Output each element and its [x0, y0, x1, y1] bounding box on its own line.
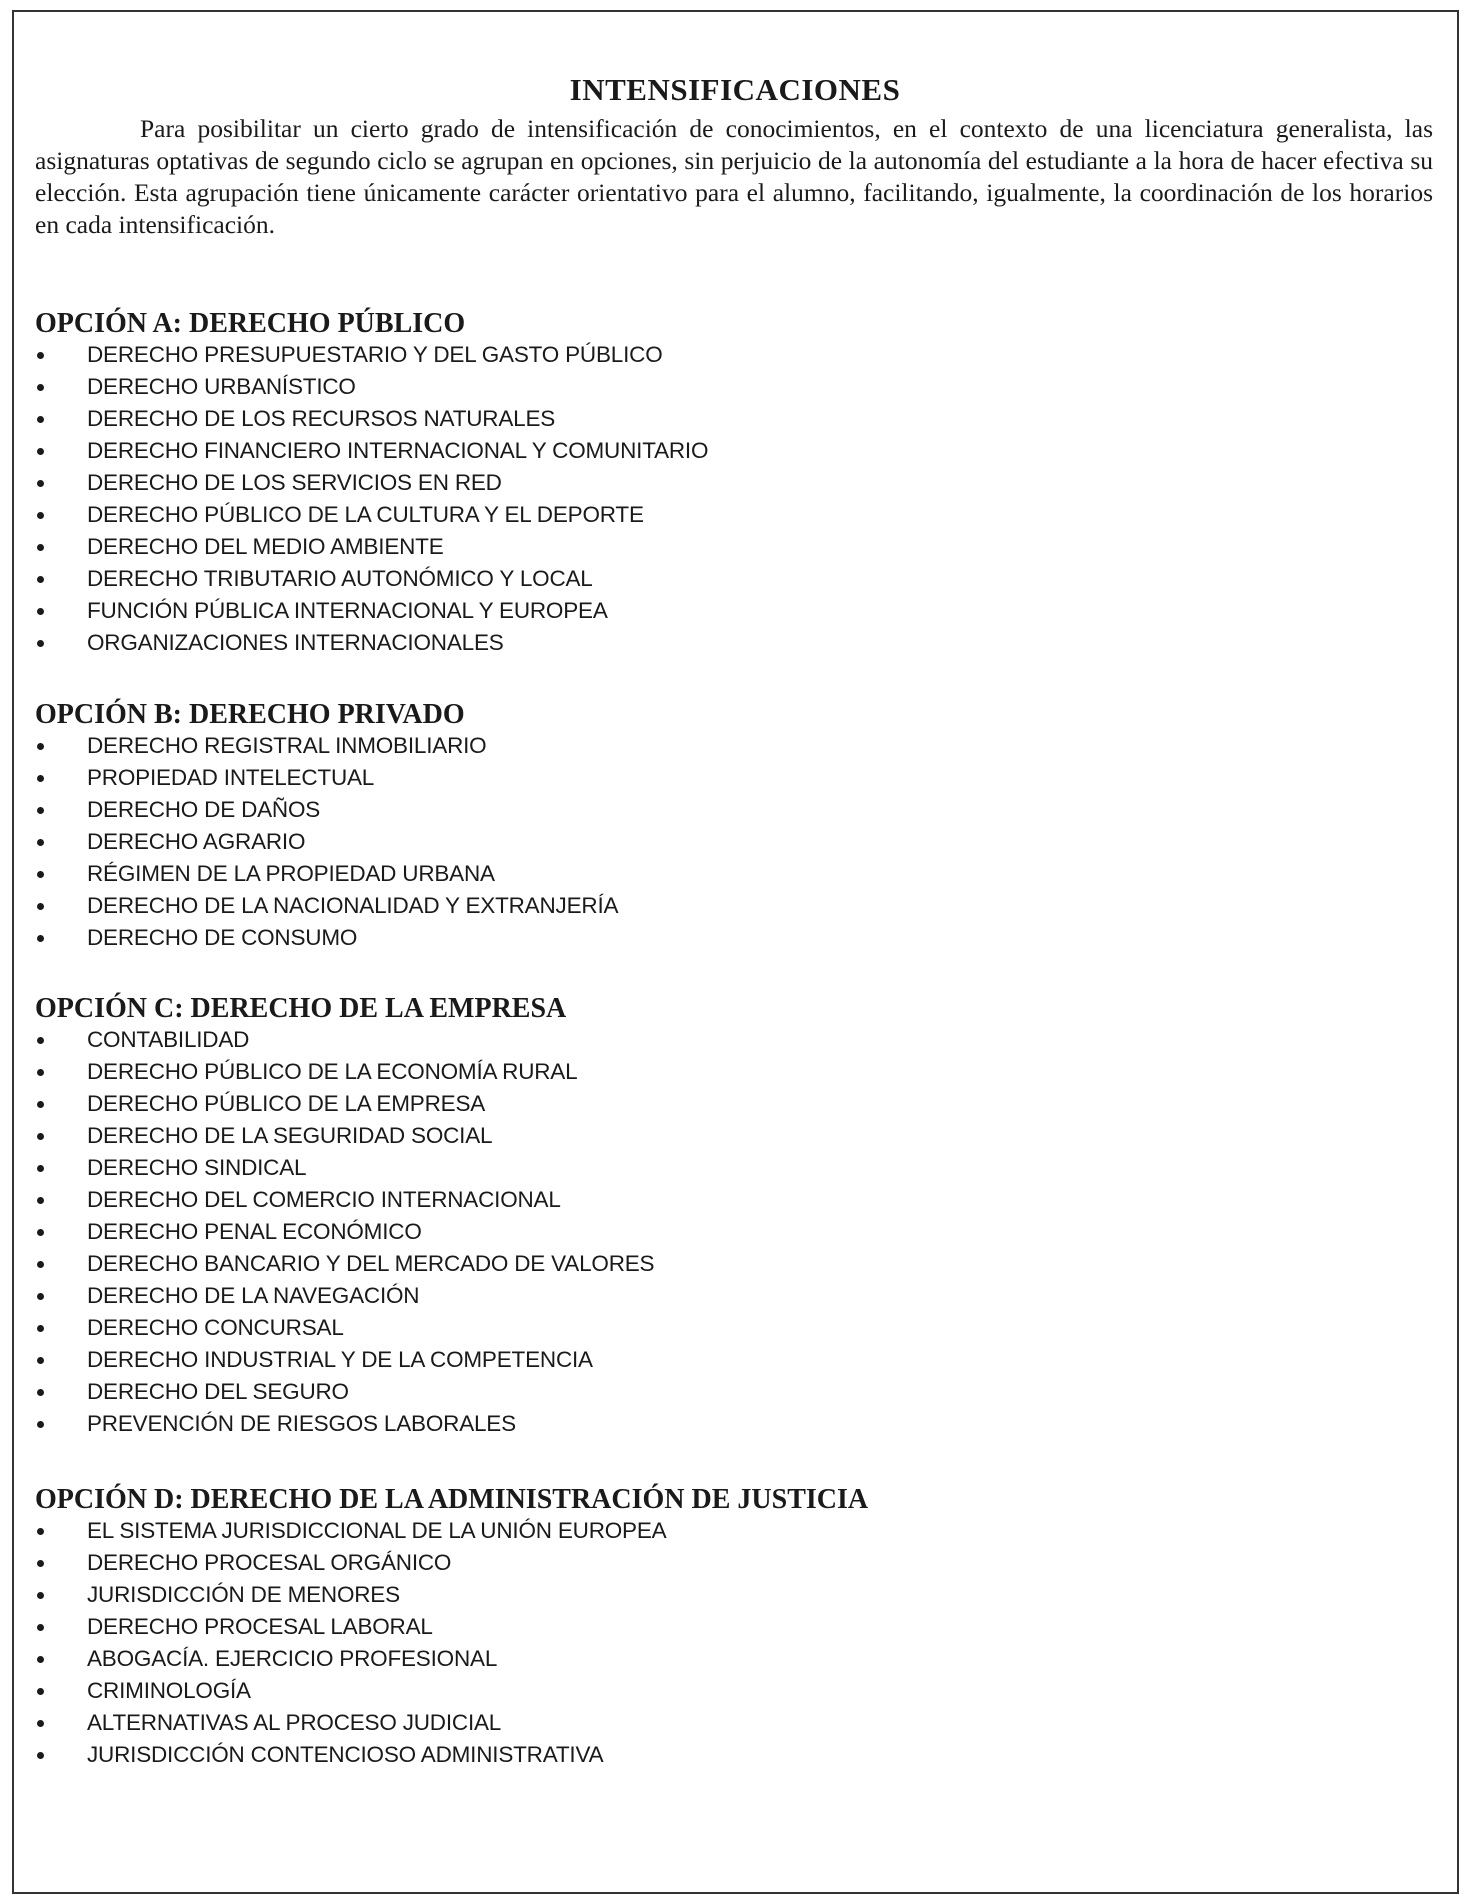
bullet-icon: [37, 1293, 44, 1300]
list-item-label: DERECHO DEL SEGURO: [87, 1379, 349, 1404]
bullet-icon: [37, 1101, 44, 1108]
list-item-label: DERECHO DE CONSUMO: [87, 925, 358, 950]
bullet-icon: [37, 1133, 44, 1140]
bullet-icon: [37, 384, 44, 391]
bullet-icon: [37, 1325, 44, 1332]
list-item-label: DERECHO TRIBUTARIO AUTONÓMICO Y LOCAL: [87, 566, 593, 591]
section-option-b: [35, 699, 619, 954]
list-item-label: DERECHO URBANÍSTICO: [87, 374, 356, 399]
bullet-icon: [37, 576, 44, 583]
bullet-icon: [37, 1624, 44, 1631]
bullet-icon: [37, 1656, 44, 1663]
list-item: [35, 1707, 868, 1739]
list-item: [35, 595, 608, 627]
bullet-icon: [37, 1560, 44, 1567]
list-item: [35, 435, 709, 467]
section-option-a: [35, 308, 709, 659]
list-item: [35, 858, 495, 890]
list-item: [35, 826, 465, 858]
list-item: [35, 1312, 566, 1344]
list-item-label: FUNCIÓN PÚBLICA INTERNACIONAL Y EUROPEA: [87, 598, 608, 623]
list-item: [35, 1376, 566, 1408]
list-item: [35, 499, 644, 531]
list-item: [35, 922, 465, 954]
bullet-icon: [37, 1229, 44, 1236]
list-item-label: DERECHO PROCESAL LABORAL: [87, 1614, 433, 1639]
list-item: [35, 1280, 566, 1312]
bullet-icon: [37, 1592, 44, 1599]
list-item: [35, 1643, 868, 1675]
list-item-label: PROPIEDAD INTELECTUAL: [87, 765, 375, 790]
section-title-option-d: OPCIÓN D: DERECHO DE LA ADMINISTRACIÓN DE JUSTICIA: [35, 1484, 869, 1515]
list-item: [35, 794, 465, 826]
list-item-label: EL SISTEMA JURISDICCIONAL DE LA UNIÓN EUROPEA: [87, 1518, 667, 1543]
list-item-label: DERECHO PENAL ECONÓMICO: [87, 1219, 422, 1244]
list-item: [35, 1152, 566, 1184]
list-item-label: DERECHO DE LA NACIONALIDAD Y EXTRANJERÍA: [87, 893, 619, 918]
bullet-icon: [37, 608, 44, 615]
list-item: [35, 1515, 868, 1547]
list-item: [35, 627, 504, 659]
list-item-label: DERECHO PÚBLICO DE LA EMPRESA: [87, 1091, 486, 1116]
list-item-label: DERECHO DE LOS RECURSOS NATURALES: [87, 406, 556, 431]
bullet-icon: [37, 1069, 44, 1076]
list-item-label: JURISDICCIÓN DE MENORES: [87, 1582, 400, 1607]
list-item: [35, 890, 619, 922]
list-item: [35, 371, 465, 403]
list-item-label: DERECHO DEL COMERCIO INTERNACIONAL: [87, 1187, 561, 1212]
section-title-option-c: OPCIÓN C: DERECHO DE LA EMPRESA: [35, 993, 567, 1024]
list-item: [35, 1611, 868, 1643]
list-item: [35, 1675, 868, 1707]
list-item: [35, 1088, 566, 1120]
list-item: [35, 339, 663, 371]
list-item-label: DERECHO PÚBLICO DE LA CULTURA Y EL DEPORTE: [87, 502, 644, 527]
list-item-label: DERECHO PÚBLICO DE LA ECONOMÍA RURAL: [87, 1059, 578, 1084]
list-item: [35, 1024, 566, 1056]
bullet-icon: [37, 1528, 44, 1535]
bullet-icon: [37, 743, 44, 750]
list-item-label: RÉGIMEN DE LA PROPIEDAD URBANA: [87, 861, 495, 886]
list-item-label: ORGANIZACIONES INTERNACIONALES: [87, 630, 504, 655]
section-list-option-d: [35, 1515, 868, 1771]
section-title-option-a: OPCIÓN A: DERECHO PÚBLICO: [35, 308, 466, 339]
bullet-icon: [37, 1165, 44, 1172]
bullet-icon: [37, 480, 44, 487]
list-item: [35, 467, 502, 499]
bullet-icon: [37, 1261, 44, 1268]
list-item-label: DERECHO REGISTRAL INMOBILIARIO: [87, 733, 487, 758]
intro-paragraph: Para posibilitar un cierto grado de intensificación de conocimientos, en el contexto de una licenciatura generalista, las asignaturas optativas de segundo ciclo se agrupan en opciones, sin perjuicio de la autonomía del estudiante a la hora de hacer efectiva su elección. Esta agrupación tiene únicamente carácter orientativo para el alumno, facilitando, igualmente, la coordinación de los horarios en cada intensificación.: [35, 114, 1433, 239]
list-item: [35, 1120, 566, 1152]
list-item: [35, 1184, 566, 1216]
list-item-label: PREVENCIÓN DE RIESGOS LABORALES: [87, 1411, 516, 1436]
list-item: [35, 531, 465, 563]
bullet-icon: [37, 871, 44, 878]
bullet-icon: [37, 775, 44, 782]
list-item-label: ABOGACÍA. EJERCICIO PROFESIONAL: [87, 1646, 498, 1671]
list-item-label: DERECHO BANCARIO Y DEL MERCADO DE VALORES: [87, 1251, 655, 1276]
bullet-icon: [37, 1688, 44, 1695]
bullet-icon: [37, 1037, 44, 1044]
bullet-icon: [37, 416, 44, 423]
bullet-icon: [37, 839, 44, 846]
list-item: [35, 403, 556, 435]
bullet-icon: [37, 903, 44, 910]
section-list-option-c: [35, 1024, 655, 1440]
list-item-label: DERECHO DE DAÑOS: [87, 797, 321, 822]
list-item-label: DERECHO SINDICAL: [87, 1155, 307, 1180]
list-item-label: DERECHO DEL MEDIO AMBIENTE: [87, 534, 444, 559]
section-list-option-b: [35, 730, 619, 954]
list-item-label: DERECHO PRESUPUESTARIO Y DEL GASTO PÚBLICO: [87, 342, 663, 367]
bullet-icon: [37, 807, 44, 814]
list-item-label: JURISDICCIÓN CONTENCIOSO ADMINISTRATIVA: [87, 1742, 604, 1767]
list-item-label: DERECHO DE LOS SERVICIOS EN RED: [87, 470, 502, 495]
bullet-icon: [37, 1421, 44, 1428]
list-item-label: CONTABILIDAD: [87, 1027, 250, 1052]
list-item-label: DERECHO CONCURSAL: [87, 1315, 344, 1340]
bullet-icon: [37, 1197, 44, 1204]
list-item: [35, 1408, 566, 1440]
list-item: [35, 762, 465, 794]
list-item: [35, 1547, 868, 1579]
list-item-label: DERECHO DE LA SEGURIDAD SOCIAL: [87, 1123, 493, 1148]
bullet-icon: [37, 544, 44, 551]
list-item-label: DERECHO DE LA NAVEGACIÓN: [87, 1283, 420, 1308]
list-item: [35, 563, 593, 595]
document-title: INTENSIFICACIONES: [569, 72, 901, 107]
list-item-label: DERECHO AGRARIO: [87, 829, 306, 854]
list-item-label: CRIMINOLOGÍA: [87, 1678, 251, 1703]
list-item: [35, 1739, 868, 1771]
section-title-option-b: OPCIÓN B: DERECHO PRIVADO: [35, 699, 465, 730]
list-item-label: DERECHO FINANCIERO INTERNACIONAL Y COMUNITARIO: [87, 438, 709, 463]
bullet-icon: [37, 1389, 44, 1396]
section-option-c: [35, 993, 655, 1440]
list-item-label: DERECHO PROCESAL ORGÁNICO: [87, 1550, 452, 1575]
list-item-label: DERECHO INDUSTRIAL Y DE LA COMPETENCIA: [87, 1347, 593, 1372]
list-item: [35, 1216, 566, 1248]
list-item: [35, 1056, 578, 1088]
bullet-icon: [37, 935, 44, 942]
list-item: [35, 1248, 655, 1280]
list-item: [35, 1344, 593, 1376]
bullet-icon: [37, 1720, 44, 1727]
section-option-d: [35, 1485, 868, 1771]
list-item: [35, 730, 487, 762]
section-list-option-a: [35, 339, 709, 659]
bullet-icon: [37, 352, 44, 359]
list-item-label: ALTERNATIVAS AL PROCESO JUDICIAL: [87, 1710, 502, 1735]
bullet-icon: [37, 1357, 44, 1364]
bullet-icon: [37, 512, 44, 519]
list-item: [35, 1579, 868, 1611]
bullet-icon: [37, 640, 44, 647]
bullet-icon: [37, 448, 44, 455]
bullet-icon: [37, 1752, 44, 1759]
